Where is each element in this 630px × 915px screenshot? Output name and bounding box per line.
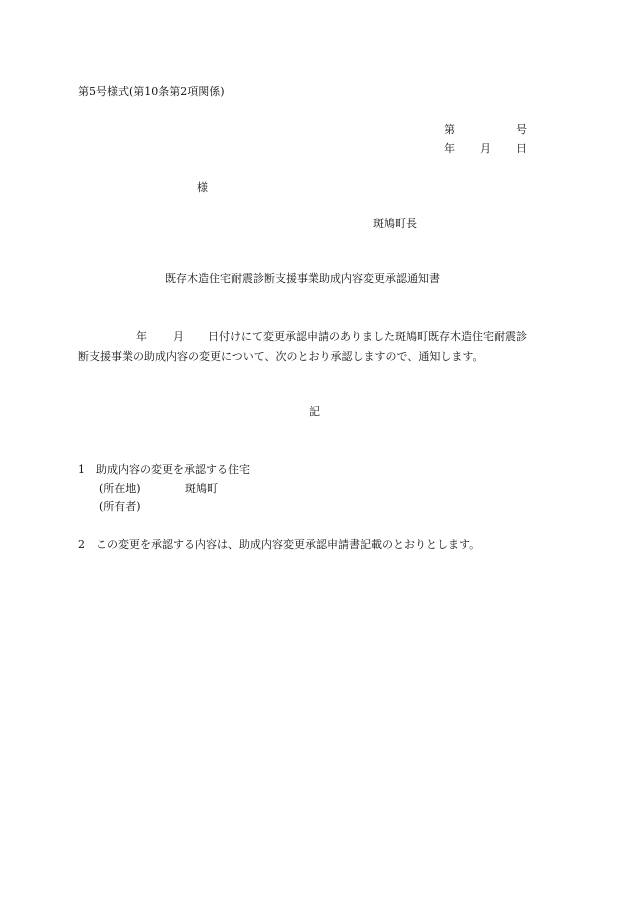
item-2-number: 2 xyxy=(78,538,85,551)
document-title: 既存木造住宅耐震診断支援事業助成内容変更承認通知書 xyxy=(165,272,440,285)
addressee-suffix: 様 xyxy=(197,181,208,194)
item-2-text: この変更を承認する内容は、助成内容変更承認申請書記載のとおりとします。 xyxy=(96,538,481,551)
issuer-name: 斑鳩町長 xyxy=(373,217,417,230)
form-label: 第5号様式(第10条第2項関係) xyxy=(78,85,225,98)
date-day: 日 xyxy=(516,142,527,155)
location-value: 斑鳩町 xyxy=(185,482,218,495)
item-1-text: 助成内容の変更を承認する住宅 xyxy=(96,463,250,476)
date-year: 年 xyxy=(444,142,455,155)
body-line-2: 断支援事業の助成内容の変更について、次のとおり承認しますので、通知します。 xyxy=(78,350,484,363)
body-month: 月 xyxy=(173,330,184,343)
number-suffix: 号 xyxy=(516,123,527,136)
body-year: 年 xyxy=(136,330,147,343)
owner-label: (所有者) xyxy=(99,500,141,513)
number-prefix: 第 xyxy=(444,123,455,136)
date-month: 月 xyxy=(480,142,491,155)
item-1-number: 1 xyxy=(78,463,85,476)
body-line-1: 日付けにて変更承認申請のありました斑鳩町既存木造住宅耐震診 xyxy=(208,330,527,343)
location-label: (所在地) xyxy=(99,482,141,495)
ki-heading: 記 xyxy=(309,405,320,418)
